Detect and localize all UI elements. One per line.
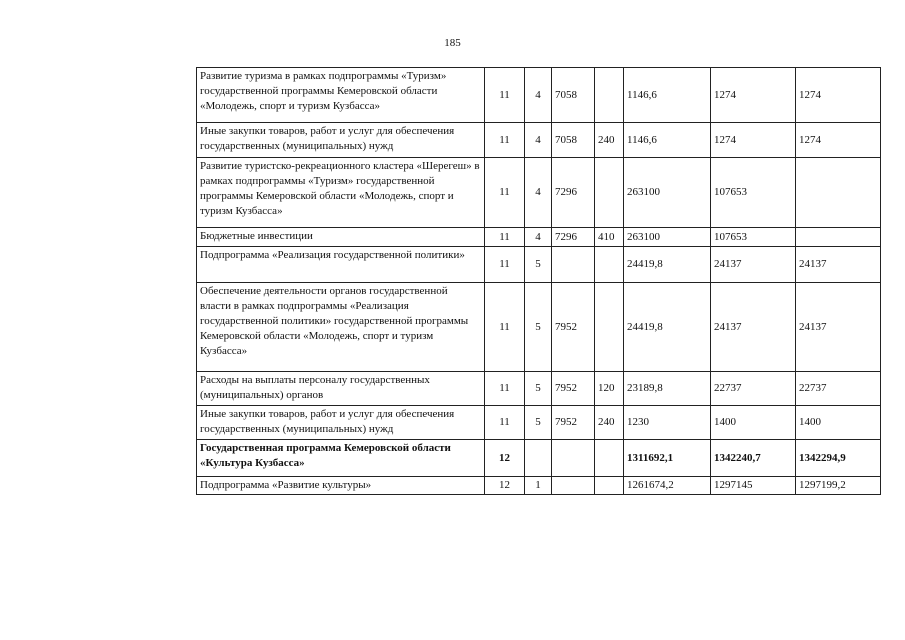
amount-year-3-cell: [796, 228, 881, 247]
subsection-code-cell: [525, 440, 552, 477]
amount-year-2-cell: 107653: [711, 158, 796, 228]
row-name-cell: Подпрограмма «Развитие культуры»: [197, 477, 485, 495]
subsection-code-cell: 4: [525, 228, 552, 247]
amount-year-2-cell: 1400: [711, 406, 796, 440]
amount-year-3-cell: 1342294,9: [796, 440, 881, 477]
amount-year-2-cell: 1297145: [711, 477, 796, 495]
target-article-cell: 7296: [552, 158, 595, 228]
amount-year-1-cell: 1146,6: [624, 123, 711, 158]
amount-year-2-cell: 24137: [711, 247, 796, 283]
section-code-cell: 11: [485, 68, 525, 123]
row-name-cell: Развитие туристско-рекреационного кластера «Шерегеш» в рамках подпрограммы «Туризм» государственной программы Кемеровской области «Молодежь, спорт и туризм Кузбасса»: [197, 158, 485, 228]
table-row: [197, 247, 881, 283]
table-row: [197, 158, 881, 228]
amount-year-2-cell: 107653: [711, 228, 796, 247]
amount-year-2-cell: 1274: [711, 123, 796, 158]
section-code-cell: 11: [485, 247, 525, 283]
section-code-cell: 11: [485, 283, 525, 372]
amount-year-3-cell: 1274: [796, 123, 881, 158]
amount-year-2-cell: 24137: [711, 283, 796, 372]
subsection-code-cell: 4: [525, 158, 552, 228]
amount-year-1-cell: 1311692,1: [624, 440, 711, 477]
row-name-cell: Иные закупки товаров, работ и услуг для обеспечения государственных (муниципальных) нужд: [197, 406, 485, 440]
target-article-cell: 7296: [552, 228, 595, 247]
target-article-cell: 7058: [552, 123, 595, 158]
amount-year-1-cell: 1261674,2: [624, 477, 711, 495]
table-body: [197, 68, 881, 495]
row-name-cell: Развитие туризма в рамках подпрограммы «Туризм» государственной программы Кемеровской области «Молодежь, спорт и туризм Кузбасса»: [197, 68, 485, 123]
amount-year-1-cell: 23189,8: [624, 372, 711, 406]
section-code-cell: 11: [485, 228, 525, 247]
amount-year-3-cell: 22737: [796, 372, 881, 406]
expense-type-cell: 240: [595, 123, 624, 158]
amount-year-2-cell: 1274: [711, 68, 796, 123]
budget-table: [196, 67, 881, 495]
subsection-code-cell: 4: [525, 123, 552, 158]
amount-year-3-cell: 1274: [796, 68, 881, 123]
expense-type-cell: [595, 247, 624, 283]
section-code-cell: 11: [485, 372, 525, 406]
table-row: [197, 477, 881, 495]
expense-type-cell: [595, 158, 624, 228]
amount-year-3-cell: 24137: [796, 283, 881, 372]
subsection-code-cell: 1: [525, 477, 552, 495]
amount-year-1-cell: 1230: [624, 406, 711, 440]
table-row: [197, 283, 881, 372]
section-code-cell: 12: [485, 440, 525, 477]
amount-year-1-cell: 263100: [624, 158, 711, 228]
subsection-code-cell: 4: [525, 68, 552, 123]
section-code-cell: 12: [485, 477, 525, 495]
expense-type-cell: [595, 477, 624, 495]
amount-year-1-cell: 24419,8: [624, 247, 711, 283]
amount-year-1-cell: 263100: [624, 228, 711, 247]
expense-type-cell: [595, 68, 624, 123]
section-code-cell: 11: [485, 406, 525, 440]
expense-type-cell: 410: [595, 228, 624, 247]
subsection-code-cell: 5: [525, 406, 552, 440]
row-name-cell: Подпрограмма «Реализация государственной политики»: [197, 247, 485, 283]
target-article-cell: 7952: [552, 406, 595, 440]
amount-year-3-cell: 1400: [796, 406, 881, 440]
target-article-cell: [552, 247, 595, 283]
target-article-cell: 7058: [552, 68, 595, 123]
amount-year-2-cell: 22737: [711, 372, 796, 406]
row-name-cell: Расходы на выплаты персоналу государственных (муниципальных) органов: [197, 372, 485, 406]
table-row: [197, 440, 881, 477]
subsection-code-cell: 5: [525, 283, 552, 372]
expense-type-cell: [595, 283, 624, 372]
amount-year-1-cell: 1146,6: [624, 68, 711, 123]
target-article-cell: 7952: [552, 372, 595, 406]
subsection-code-cell: 5: [525, 247, 552, 283]
section-code-cell: 11: [485, 123, 525, 158]
section-code-cell: 11: [485, 158, 525, 228]
table-row: [197, 123, 881, 158]
table-row: [197, 406, 881, 440]
amount-year-1-cell: 24419,8: [624, 283, 711, 372]
amount-year-3-cell: 1297199,2: [796, 477, 881, 495]
expense-type-cell: [595, 440, 624, 477]
expense-type-cell: 240: [595, 406, 624, 440]
row-name-cell: Бюджетные инвестиции: [197, 228, 485, 247]
amount-year-2-cell: 1342240,7: [711, 440, 796, 477]
row-name-cell: Государственная программа Кемеровской области «Культура Кузбасса»: [197, 440, 485, 477]
row-name-cell: Обеспечение деятельности органов государственной власти в рамках подпрограммы «Реализация государственной политики» государственной программы Кемеровской области «Молодежь, спорт и туризм Кузбасса»: [197, 283, 485, 372]
table-row: [197, 228, 881, 247]
target-article-cell: [552, 477, 595, 495]
table-row: [197, 68, 881, 123]
target-article-cell: 7952: [552, 283, 595, 372]
expense-type-cell: 120: [595, 372, 624, 406]
row-name-cell: Иные закупки товаров, работ и услуг для обеспечения государственных (муниципальных) нужд: [197, 123, 485, 158]
table-row: [197, 372, 881, 406]
target-article-cell: [552, 440, 595, 477]
amount-year-3-cell: [796, 158, 881, 228]
page-number: 185: [444, 37, 461, 49]
subsection-code-cell: 5: [525, 372, 552, 406]
amount-year-3-cell: 24137: [796, 247, 881, 283]
